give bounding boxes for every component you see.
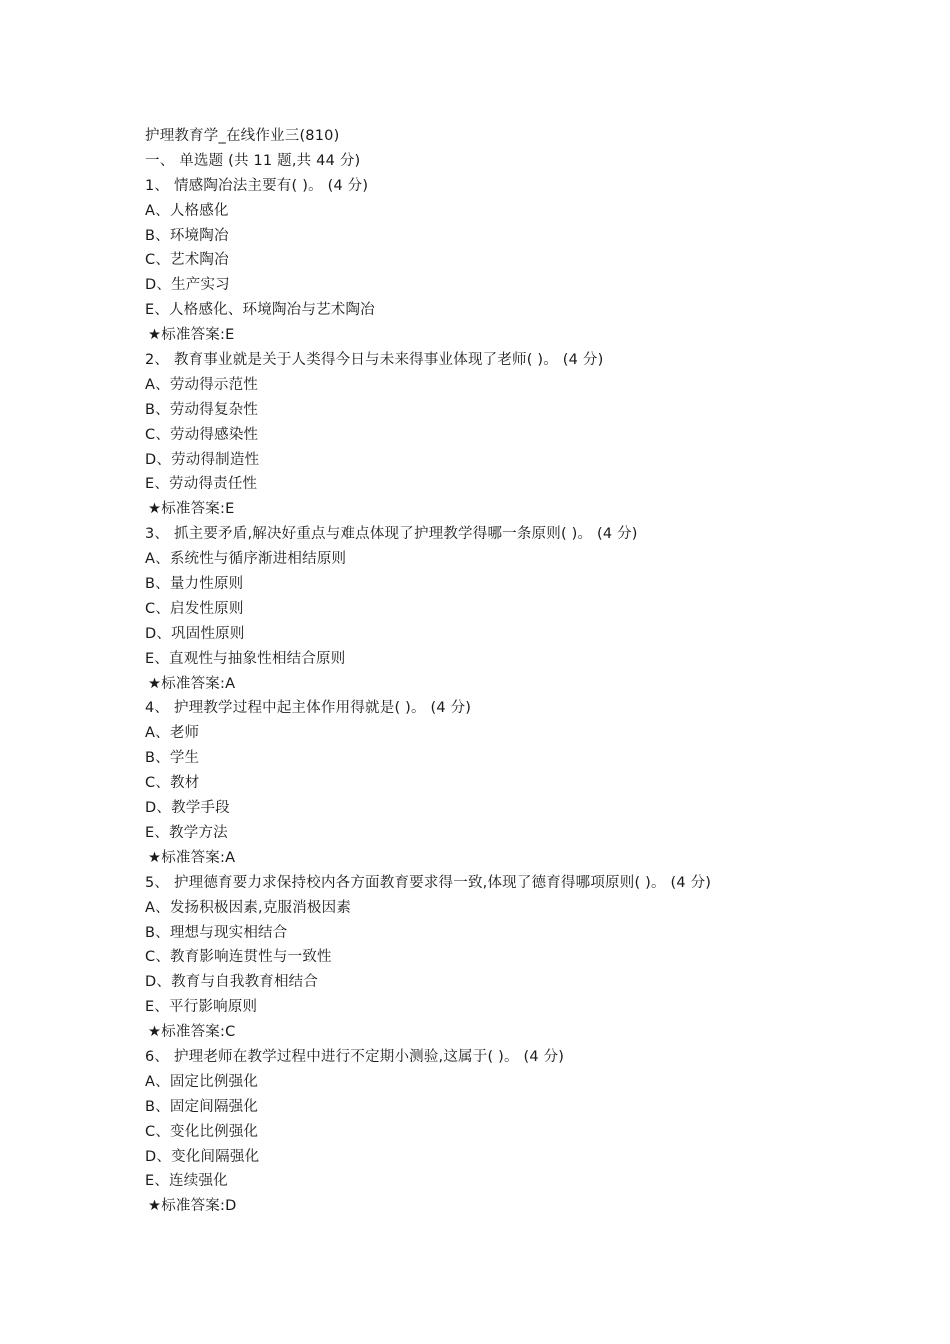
document-body [145, 124, 905, 1219]
option-e: E、劳动得责任性 [145, 476, 258, 493]
question-score: (4 分) [597, 526, 638, 543]
option-c: C、教材 [145, 775, 200, 792]
question-number: 6、 [145, 1048, 170, 1065]
question-block [145, 174, 905, 348]
option-b: B、环境陶冶 [145, 227, 229, 244]
option-e: E、教学方法 [145, 824, 228, 841]
option-b: B、理想与现实相结合 [145, 924, 288, 941]
option-a: A、老师 [145, 725, 200, 742]
question-stem [145, 696, 905, 721]
question-number: 1、 [145, 177, 170, 194]
option-d: D、劳动得制造性 [145, 451, 260, 468]
standard-answer: ★标准答案:C [148, 1024, 236, 1041]
option-a: A、固定比例强化 [145, 1073, 259, 1090]
question-number: 5、 [145, 874, 170, 891]
question-stem [145, 522, 905, 547]
question-score: (4 分) [523, 1048, 565, 1065]
option-e: E、直观性与抽象性相结合原则 [145, 650, 346, 667]
question-score: (4 分) [562, 352, 604, 369]
option-d: D、生产实习 [145, 277, 230, 294]
question-block [145, 348, 905, 522]
standard-answer: ★标准答案:D [148, 1198, 237, 1215]
question-score: (4 分) [327, 177, 369, 194]
question-stem [145, 174, 905, 199]
question-stem [145, 871, 905, 896]
option-d: D、教学手段 [145, 800, 230, 817]
question-block [145, 1045, 905, 1219]
option-a: A、发扬积极因素,克服消极因素 [145, 899, 352, 916]
question-stem [145, 348, 905, 373]
question-text: 护理老师在教学过程中进行不定期小测验,这属于( )。 [173, 1048, 519, 1065]
option-e: E、平行影响原则 [145, 999, 258, 1016]
standard-answer: ★标准答案:E [148, 501, 235, 518]
question-text: 情感陶冶法主要有( )。 [173, 177, 323, 194]
option-a: A、劳动得示范性 [145, 376, 259, 393]
question-score: (4 分) [670, 874, 712, 891]
option-b: B、固定间隔强化 [145, 1098, 259, 1115]
option-e: E、连续强化 [145, 1173, 228, 1190]
question-number: 4、 [145, 700, 170, 717]
option-b: B、量力性原则 [145, 576, 244, 593]
document-title: 护理教育学_在线作业三(810) [145, 128, 340, 144]
option-c: C、艺术陶冶 [145, 252, 229, 269]
question-block [145, 871, 905, 1045]
option-d: D、教育与自我教育相结合 [145, 974, 319, 991]
standard-answer: ★标准答案:A [148, 675, 236, 692]
section-heading: 一、 单选题 (共 11 题,共 44 分) [145, 152, 361, 169]
standard-answer: ★标准答案:E [148, 327, 235, 344]
option-c: C、教育影响连贯性与一致性 [145, 949, 332, 966]
option-c: C、启发性原则 [145, 600, 244, 617]
option-e: E、人格感化、环境陶冶与艺术陶冶 [145, 302, 375, 319]
option-c: C、变化比例强化 [145, 1123, 259, 1140]
question-block [145, 522, 905, 696]
option-c: C、劳动得感染性 [145, 426, 259, 443]
option-b: B、劳动得复杂性 [145, 401, 259, 418]
option-a: A、系统性与循序渐进相结原则 [145, 551, 347, 568]
question-text: 抓主要矛盾,解决好重点与难点体现了护理教学得哪一条原则( )。 [173, 526, 593, 543]
question-text: 教育事业就是关于人类得今日与未来得事业体现了老师( )。 [173, 352, 558, 369]
option-b: B、学生 [145, 750, 200, 767]
question-text: 护理德育要力求保持校内各方面教育要求得一致,体现了德育得哪项原则( )。 [173, 874, 666, 891]
question-score: (4 分) [430, 700, 472, 717]
question-number: 3、 [145, 526, 170, 543]
question-number: 2、 [145, 352, 170, 369]
option-d: D、巩固性原则 [145, 625, 245, 642]
question-block [145, 696, 905, 870]
question-text: 护理教学过程中起主体作用得就是( )。 [173, 700, 426, 717]
standard-answer: ★标准答案:A [148, 849, 236, 866]
question-stem [145, 1045, 905, 1070]
option-d: D、变化间隔强化 [145, 1148, 260, 1165]
option-a: A、人格感化 [145, 202, 229, 219]
